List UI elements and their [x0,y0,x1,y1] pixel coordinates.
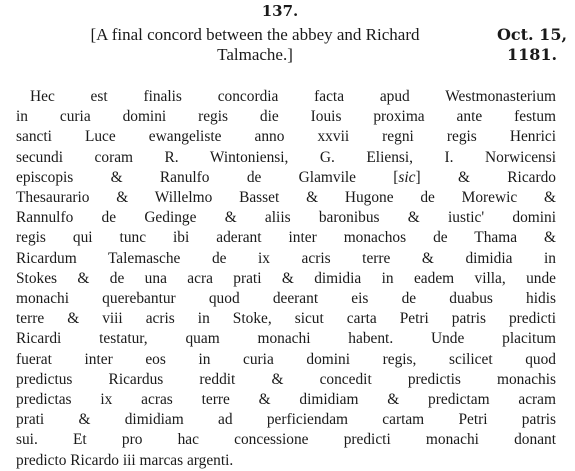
body-line: Ricardi testatur, quam monachi habent. Unde placitum [16,330,556,348]
body-line: predicto Ricardo iii marcas argenti. [16,451,234,469]
body-line: sui. Et pro hac concessione predicti monachi donant [16,431,556,449]
document-heading [30,25,480,65]
body-line: monachi querebantur quod deerant eis de duabus hidis [16,290,556,308]
date-line-1: Oct. 15, [496,25,568,44]
body-line: episcopis & Ranulfo de Glamvile [sic] & Ricardo [16,168,556,186]
body-line: in curia domini regis die Iouis proxima ante festum [16,108,556,126]
body-line: predictus Ricardus reddit & concedit predictis monachis [16,370,556,388]
body-line: fuerat inter eos in curia domini regis, scilicet quod [16,350,556,368]
body-line: secundi coram R. Wintoniensi, G. Eliensi, I. Norwicensi [16,148,556,166]
body-line: predictas ix acras terre & dimidiam & predictam acram [16,391,556,409]
sic-marker: sic [398,168,416,186]
body-line: Ricardum Talemasche de ix acris terre & dimidia in [16,249,556,267]
body-line: terre & viii acris in Stoke, sicut carta Petri patris predicti [16,310,556,328]
body-line: prati & dimidiam ad perficiendam cartam Petri patris [16,411,556,429]
body-line: regis qui tunc ibi aderant inter monachos de Thama & [16,229,556,247]
body-line: sancti Luce ewangeliste anno xxvii regni regis Henrici [16,128,556,146]
date-line-2: 1181. [506,45,558,64]
heading-line-1: [A final concord between the abbey and Richard [90,25,420,44]
heading-line-2: Talmache.] [217,45,293,64]
body-line: Thesaurario & Willelmo Basset & Hugone de Morewic & [16,189,556,207]
document-body [16,87,556,471]
body-line: Stokes & de una acra prati & dimidia in eadem villa, unde [16,269,556,287]
body-line: Rannulfo de Gedinge & aliis baronibus & iustic' domini [16,209,556,227]
body-line: Hec est finalis concordia facta apud Westmonasterium [30,88,556,105]
document-number: 137. [261,2,299,20]
document-date [496,25,568,65]
